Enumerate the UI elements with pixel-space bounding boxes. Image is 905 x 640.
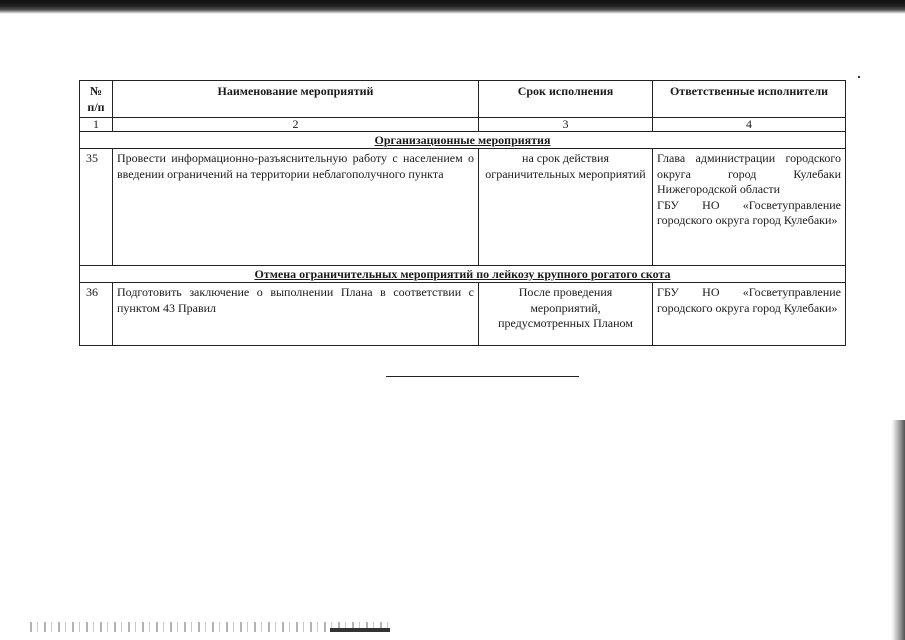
activity-name: Провести информационно-разъяснительную работу с населением о введении ограничений на территории неблагополучного пункта [113, 149, 479, 266]
activity-term: на срок действия ограничительных мероприятий [479, 149, 653, 266]
header-row [80, 81, 846, 118]
table-row [80, 283, 846, 346]
activity-name: Подготовить заключение о выполнении Плана в соответствии с пунктом 43 Правил [113, 283, 479, 346]
activity-responsible [653, 149, 846, 266]
activity-responsible [653, 283, 846, 346]
plan-table [79, 80, 846, 346]
section-row [80, 266, 846, 283]
end-rule-divider [386, 376, 579, 377]
scan-right-edge [891, 420, 905, 640]
header-num: № п/п [80, 81, 113, 118]
column-number: 2 [113, 118, 479, 132]
scan-bottom-bar [330, 628, 390, 632]
activity-term: После проведения мероприятий, предусмотренных Планом [479, 283, 653, 346]
header-name: Наименование мероприятий [113, 81, 479, 118]
table-row [80, 149, 846, 266]
column-number: 1 [80, 118, 113, 132]
section-title-organizational: Организационные мероприятия [80, 132, 846, 149]
column-number: 3 [479, 118, 653, 132]
row-number: 36 [80, 283, 113, 346]
section-row [80, 132, 846, 149]
responsible-entry: Глава администрации городского округа город Кулебаки Нижегородской области [657, 151, 841, 196]
responsible-entry: ГБУ НО «Госветуправление городского округа город Кулебаки» [657, 197, 841, 227]
row-number: 35 [80, 149, 113, 266]
scan-stray-dot [858, 76, 860, 78]
column-number: 4 [653, 118, 846, 132]
section-title-cancellation: Отмена ограничительных мероприятий по лейкозу крупного рогатого скота [80, 266, 846, 283]
column-number-row [80, 118, 846, 132]
header-responsible: Ответственные исполнители [653, 81, 846, 118]
responsible-entry: ГБУ НО «Госветуправление городского округа город Кулебаки» [657, 285, 841, 315]
header-term: Срок исполнения [479, 81, 653, 118]
scan-top-edge [0, 0, 905, 14]
